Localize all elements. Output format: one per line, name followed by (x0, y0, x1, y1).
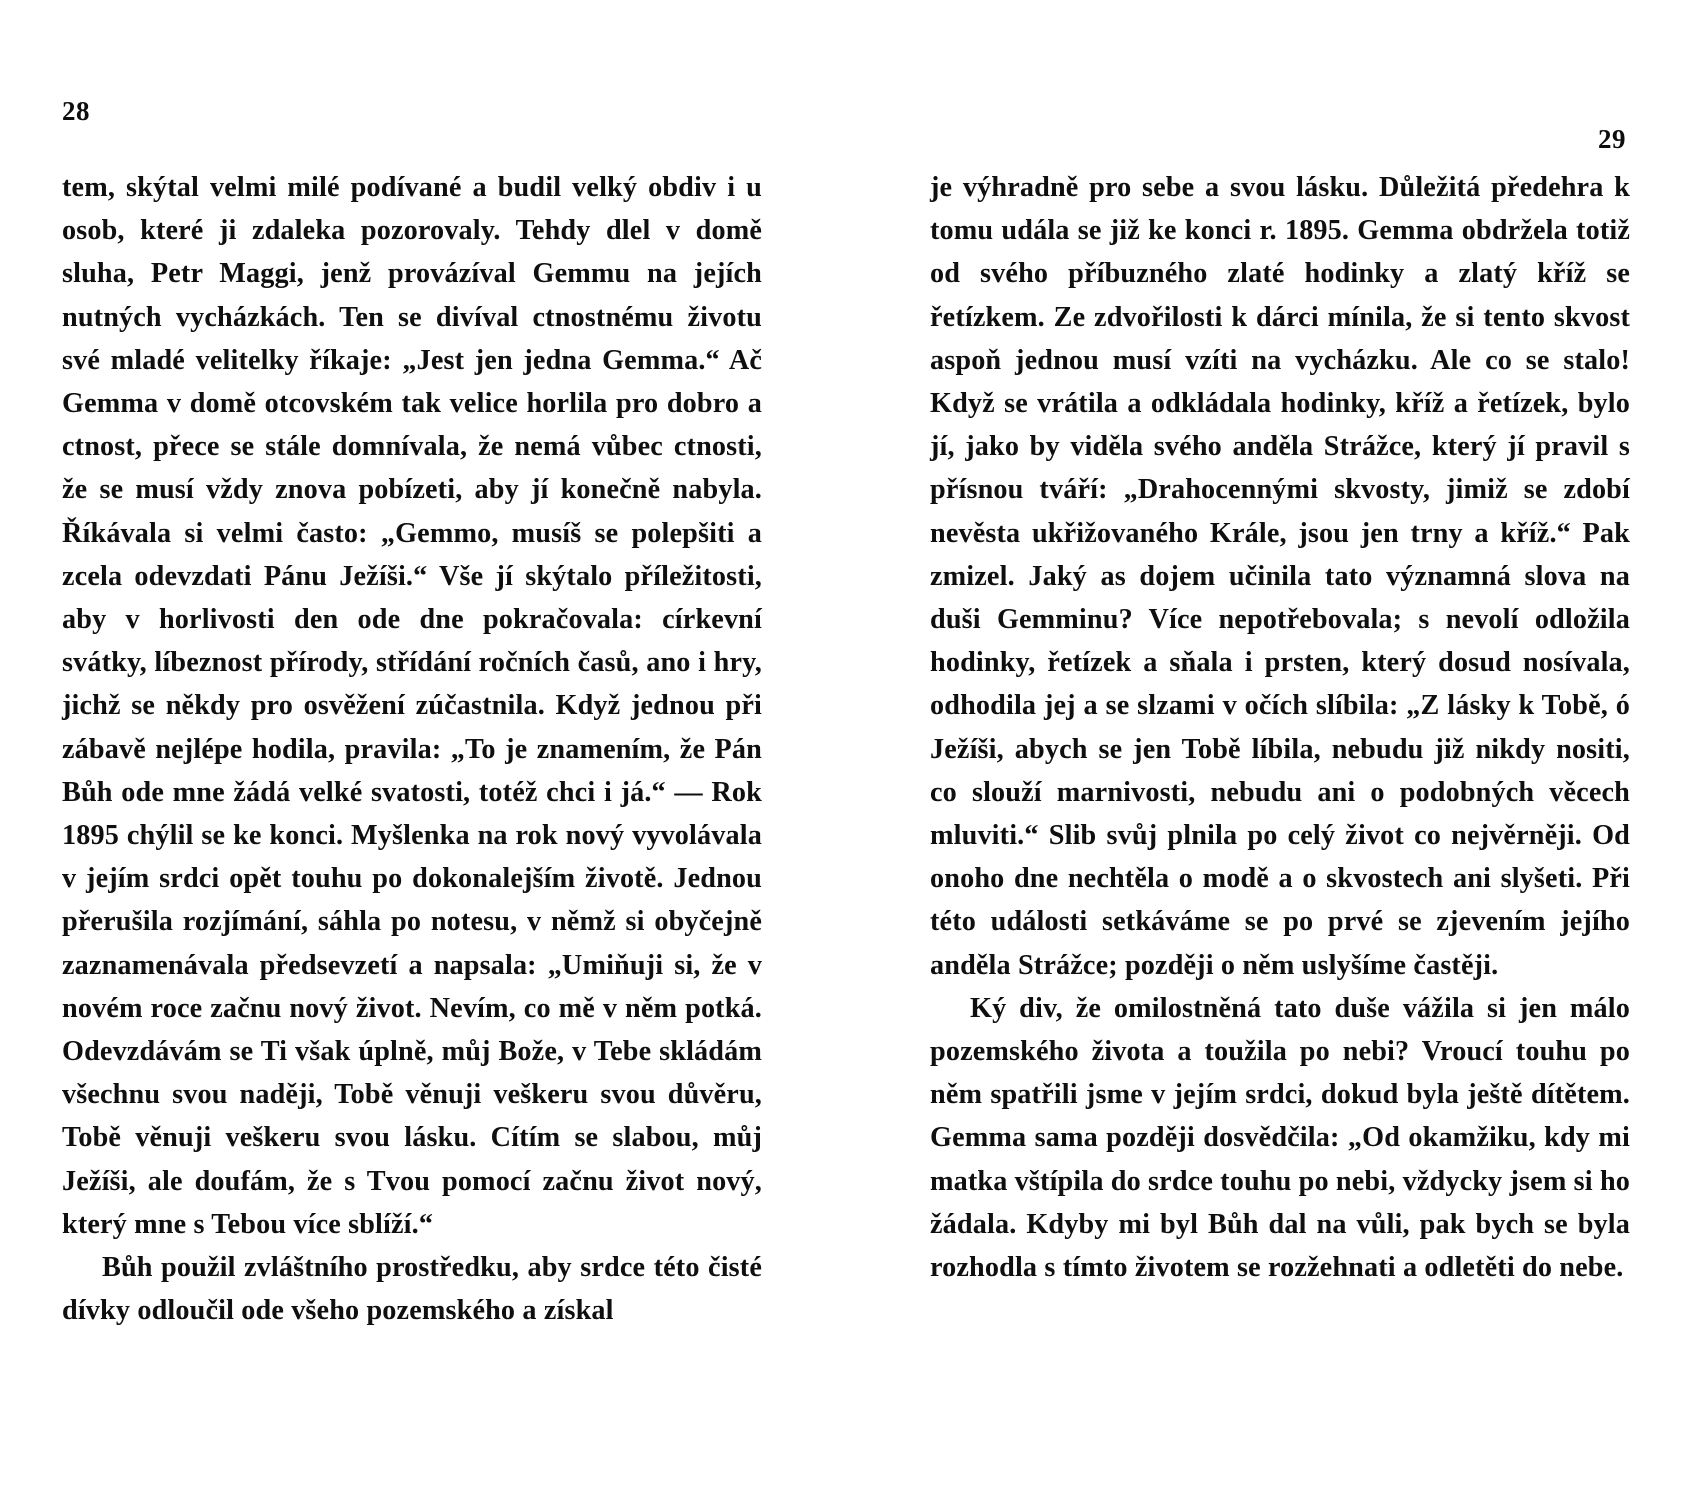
text-columns (62, 166, 1630, 1332)
page-number-right: 29 (1598, 124, 1626, 154)
folio-row (62, 96, 1630, 154)
page-number-left: 28 (62, 96, 90, 126)
page-column-right (930, 166, 1630, 1332)
body-paragraph: Bůh použil zvláštního prostředku, aby srdce této čisté dívky odloučil ode všeho pozemského a získal (62, 1252, 762, 1327)
body-paragraph: Ký div, že omilostněná tato duše vážila si jen málo pozemského života a toužila po nebi? Vroucí touhu po něm spatřili jsme v jejím srdci, dokud byla ještě dítětem. Gemma sama později dosvědčila: „Od okamžiku, kdy mi matka vštípila do srdce touhu po nebi, vždycky jsem si ho žádala. Kdyby mi byl Bůh dal na vůli, pak bych se byla rozhodla s tímto životem se rozžehnati a odletěti do nebe. (930, 992, 1631, 1284)
page-column-left (62, 166, 762, 1332)
body-paragraph: je výhradně pro sebe a svou lásku. Důležitá předehra k tomu udála se již ke konci r. 1895. Gemma obdržela totiž od svého příbuzného zlaté hodinky a zlatý kříž se řetízkem. Ze zdvořilosti k dárci mínila, že si tento skvost aspoň jednou musí vzíti na vycházku. Ale co se stalo! Když se vrátila a odkládala hodinky, kříž a řetízek, bylo jí, jako by viděla svého anděla Strážce, který jí pravil s přísnou tváří: „Drahocennými skvosty, jimiž se zdobí nevěsta ukřižovaného Krále, jsou jen trny a kříž.“ Pak zmizel. Jaký as dojem učinila tato významná slova na duši Gemminu? Více nepotřebovala; s nevolí odložila hodinky, řetízek a sňala i prsten, který dosud nosívala, odhodila jej a se slzami v očích slíbila: „Z lásky k Tobě, ó Ježíši, abych se jen Tobě líbila, nebudu již nikdy nositi, co slouží marnivosti, nebudu ani o podobných věcech mluviti.“ Slib svůj plnila po celý život co nejvěrněji. Od onoho dne nechtěla o modě a o skvostech ani slyšeti. Při této události setkáváme se po prvé se zjevením jejího anděla Strážce; později o něm uslyšíme častěji. (930, 172, 1630, 981)
body-paragraph: tem, skýtal velmi milé podívané a budil velký obdiv i u osob, které ji zdaleka pozorovaly. Tehdy dlel v domě sluha, Petr Maggi, jenž provázíval Gemmu na jejích nutných vycházkách. Ten se divíval ctnostnému životu své mladé velitelky říkaje: „Jest jen jedna Gemma.“ Ač Gemma v domě otcovském tak velice horlila pro dobro a ctnost, přece se stále domnívala, že nemá vůbec ctnosti, že se musí vždy znova pobízeti, aby jí konečně nabyla. Říkávala si velmi často: „Gemmo, musíš se polepšiti a zcela odevzdati Pánu Ježíši.“ Vše jí skýtalo příležitosti, aby v horlivosti den ode dne pokračovala: církevní svátky, líbeznost přírody, střídání ročních časů, ano i hry, jichž se někdy pro osvěžení zúčastnila. Když jednou při zábavě nejlépe hodila, pravila: „To je znamením, že Pán Bůh ode mne žádá velké svatosti, totéž chci i já.“ — Rok 1895 chýlil se ke konci. Myšlenka na rok nový vyvolávala v jejím srdci opět touhu po dokonalejším životě. Jednou přerušila rozjímání, sáhla po notesu, v němž si obyčejně zaznamenávala předsevzetí a napsala: „Umiňuji si, že v novém roce začnu nový život. Nevím, co mě v něm potká. Odevzdávám se Ti však úplně, můj Bože, v Tebe skládám všechnu svou naději, Tobě věnuji veškeru svou důvěru, Tobě věnuji veškeru svou lásku. Cítím se slabou, můj Ježíši, ale doufám, že s Tvou pomocí začnu život nový, který mne s Tebou více sblíží.“ (62, 172, 762, 1240)
